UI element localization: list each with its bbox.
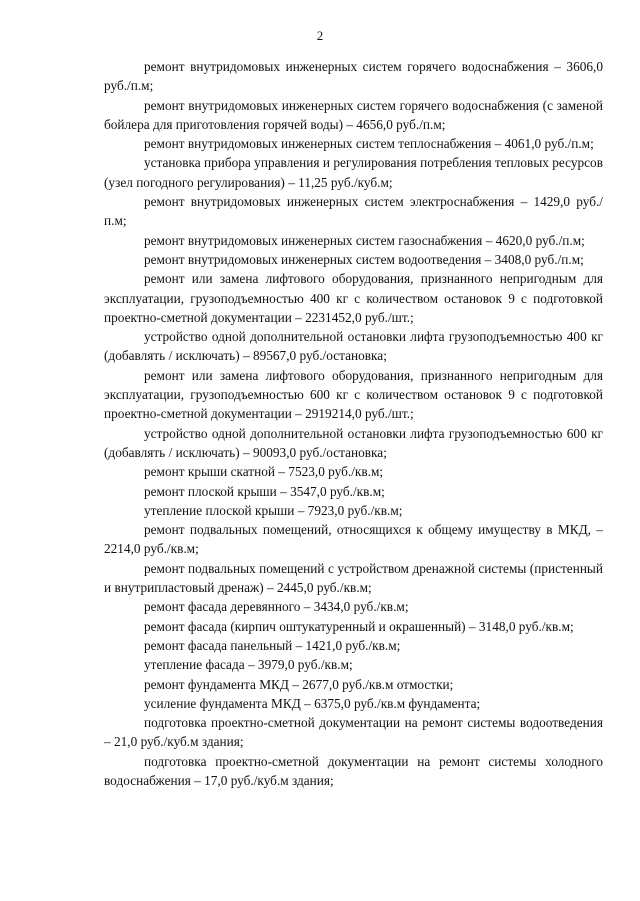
paragraph: ремонт фасада деревянного – 3434,0 руб./кв.м; (144, 599, 409, 615)
paragraph: ремонт внутридомовых инженерных систем теплоснабжения – 4061,0 руб./п.м; (144, 136, 594, 152)
paragraph: ремонт плоской крыши – 3547,0 руб./кв.м; (144, 483, 385, 499)
paragraph: ремонт или замена лифтового оборудования, признанного непригодным для эксплуатации, грузоподъемностью 600 кг с количеством остановок 9 с подготовкой проектно-сметной документации – 2919214,0 руб./шт.; (104, 367, 603, 422)
paragraph: установка прибора управления и регулирования потребления тепловых ресурсов (узел погодного регулирования) – 11,25 руб./куб.м; (104, 155, 603, 190)
paragraph: утепление плоской крыши – 7923,0 руб./кв.м; (144, 502, 403, 518)
paragraph: ремонт фундамента МКД – 2677,0 руб./кв.м отмостки; (144, 676, 454, 692)
page-number: 2 (316, 28, 324, 43)
document-body (104, 57, 603, 790)
paragraph: устройство одной дополнительной остановки лифта грузоподъемностью 400 кг (добавлять / исключать) – 89567,0 руб./остановка; (104, 329, 603, 364)
paragraph: подготовка проектно-сметной документации на ремонт системы водоотведения – 21,0 руб./куб.м здания; (104, 715, 603, 750)
paragraph: усиление фундамента МКД – 6375,0 руб./кв.м фундамента; (144, 695, 481, 711)
paragraph: утепление фасада – 3979,0 руб./кв.м; (144, 657, 353, 673)
paragraph: ремонт внутридомовых инженерных систем газоснабжения – 4620,0 руб./п.м; (144, 232, 585, 248)
paragraph: ремонт фасада панельный – 1421,0 руб./кв.м; (144, 637, 401, 653)
paragraph: ремонт или замена лифтового оборудования, признанного непригодным для эксплуатации, грузоподъемностью 400 кг с количеством остановок 9 с подготовкой проектно-сметной документации – 2231452,0 руб./шт.; (104, 271, 603, 325)
paragraph: ремонт внутридомовых инженерных систем электроснабжения – 1429,0 руб./п.м; (104, 194, 603, 229)
paragraph: ремонт фасада (кирпич оштукатуренный и окрашенный) – 3148,0 руб./кв.м; (144, 618, 574, 634)
paragraph: ремонт внутридомовых инженерных систем водоотведения – 3408,0 руб./п.м; (144, 251, 584, 267)
paragraph: устройство одной дополнительной остановки лифта грузоподъемностью 600 кг (добавлять / исключать) – 90093,0 руб./остановка; (104, 425, 603, 460)
paragraph: подготовка проектно-сметной документации на ремонт системы холодного водоснабжения – 17,0 руб./куб.м здания; (104, 753, 603, 788)
paragraph: ремонт внутридомовых инженерных систем горячего водоснабжения – 3606,0 руб./п.м; (104, 59, 603, 94)
paragraph: ремонт подвальных помещений с устройством дренажной системы (пристенный и внутрипластовый дренаж) – 2445,0 руб./кв.м; (104, 560, 603, 596)
paragraph: ремонт подвальных помещений, относящихся к общему имуществу в МКД, – 2214,0 руб./кв.м; (104, 522, 603, 557)
paragraph: ремонт внутридомовых инженерных систем горячего водоснабжения (с заменой бойлера для приготовления горячей воды) – 4656,0 руб./п.м; (104, 97, 603, 132)
paragraph: ремонт крыши скатной – 7523,0 руб./кв.м; (144, 464, 384, 480)
